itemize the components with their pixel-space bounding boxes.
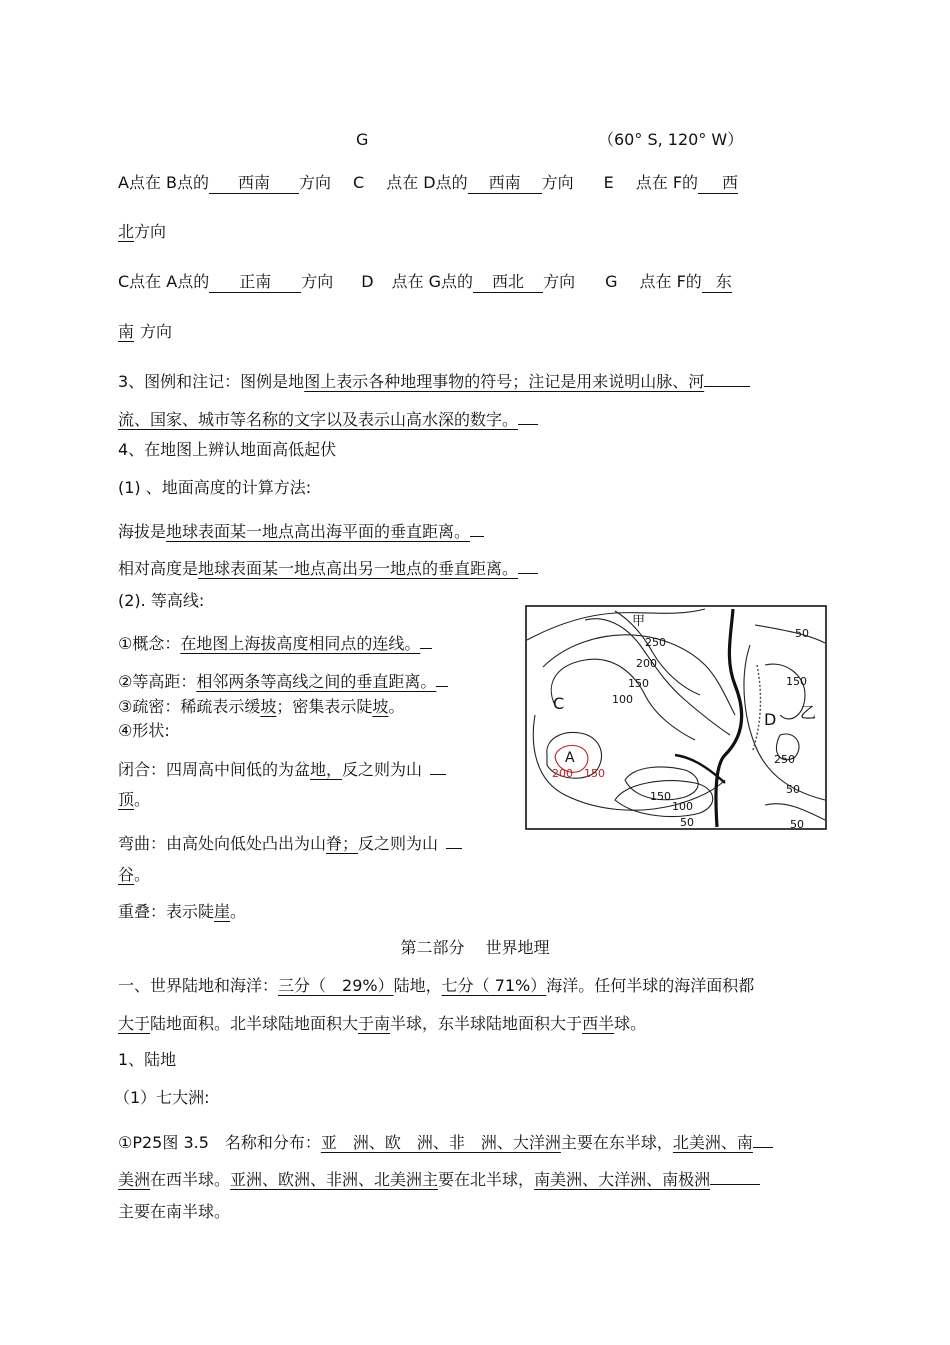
- direction-line-2: C点在 A点的 正南 方向 D 点在 G点的 西北 方向 G 点在 F的 东: [118, 272, 732, 291]
- section-4-2-heading: (2). 等高线:: [118, 591, 205, 610]
- part-2-title: 第二部分 世界地理: [400, 938, 550, 957]
- contour-value: 250: [774, 753, 795, 766]
- contour-density: ③疏密：稀疏表示缓坡；密集表示陡坡。: [118, 697, 405, 716]
- shape-overlap: 重叠：表示陡崖。: [118, 902, 247, 921]
- direction-line-1-cont: 北方向: [118, 222, 167, 241]
- answer-blank: 西: [698, 173, 738, 194]
- section-3-line-2: 流、国家、城市等名称的文字以及表示山高水深的数字。: [118, 404, 538, 430]
- relative-height-definition: 相对高度是地球表面某一地点高出另一地点的垂直距离。: [118, 553, 538, 579]
- answer-blank: 西北: [473, 272, 543, 293]
- answer-blank: 西南: [209, 173, 299, 194]
- shape-closed: 闭合：四周高中间低的为盆地，反之则为山: [118, 754, 446, 780]
- map-label-d: D: [764, 710, 777, 729]
- river-main: [716, 609, 742, 827]
- contour-concept: ①概念：在地图上海拔高度相同点的连线。: [118, 628, 432, 654]
- shape-closed-cont: 顶。: [118, 790, 151, 809]
- point-g-label: G: [356, 130, 369, 149]
- contour-value: 200: [636, 657, 657, 670]
- contour-value: 150: [786, 675, 807, 688]
- answer-blank: 正南: [209, 272, 301, 293]
- contour-interval: ②等高距：相邻两条等高线之间的垂直距离。: [118, 666, 448, 692]
- contour-value: 50: [680, 816, 694, 829]
- world-land-sea-line-1: 一、世界陆地和海洋：三分（ 29%）陆地，七分（ 71%）海洋。任何半球的海洋面积都: [118, 976, 755, 995]
- land-heading: 1、陆地: [118, 1050, 177, 1069]
- map-label-yi: 乙: [800, 703, 817, 722]
- section-4-1-heading: (1) 、地面高度的计算方法:: [118, 478, 312, 497]
- contour-shape-heading: ④形状:: [118, 721, 170, 740]
- seven-continents-heading: （1）七大洲:: [114, 1088, 210, 1107]
- continents-line-3: 主要在南半球。: [118, 1202, 231, 1221]
- contour-value: 50: [786, 783, 800, 796]
- contour-value: 50: [795, 627, 809, 640]
- shape-curved: 弯曲：由高处向低处凸出为山脊；反之则为山: [118, 828, 462, 854]
- contour-value: 150: [628, 677, 649, 690]
- boundary-hatched: [753, 665, 760, 750]
- answer-blank: 西南: [468, 173, 542, 194]
- map-frame: [526, 606, 826, 829]
- altitude-definition: 海拔是地球表面某一地点高出海平面的垂直距离。: [118, 516, 484, 542]
- map-label-a: A: [565, 750, 575, 766]
- point-g-coordinate: （60° S, 120° W）: [598, 130, 744, 149]
- map-label-jia: 甲: [632, 614, 646, 629]
- contour-value: 100: [612, 693, 633, 706]
- continents-line-2: 美洲在西半球。亚洲、欧洲、非洲、北美洲主要在北半球，南美洲、大洋洲、南极洲: [118, 1164, 760, 1190]
- contour-value: 150: [650, 790, 671, 803]
- contour-line: [755, 625, 825, 643]
- section-4-heading: 4、在地图上辨认地面高低起伏: [118, 440, 337, 459]
- contour-value-red: 150: [584, 767, 605, 780]
- contour-value: 250: [645, 636, 666, 649]
- contour-value: 100: [672, 800, 693, 813]
- shape-curved-cont: 谷。: [118, 865, 151, 884]
- answer-blank: 东: [702, 272, 732, 293]
- direction-line-2-cont: 南 方向: [118, 322, 173, 341]
- contour-value: 50: [790, 818, 804, 831]
- map-label-c: C: [553, 694, 565, 713]
- world-land-sea-line-2: 大于陆地面积。北半球陆地面积大于南半球，东半球陆地面积大于西半球。: [118, 1014, 647, 1033]
- section-3-line-1: 3、图例和注记：图例是地图上表示各种地理事物的符号；注记是用来说明山脉、河: [118, 366, 750, 392]
- continents-line-1: ①P25图 3.5 名称和分布：亚 洲、欧 洲、非 洲、大洋洲主要在东半球，北美洲、南: [118, 1127, 773, 1153]
- direction-line-1: A点在 B点的 西南 方向 C 点在 D点的 西南 方向 E 点在 F的 西: [118, 173, 739, 192]
- contour-value-red: 200: [552, 767, 573, 780]
